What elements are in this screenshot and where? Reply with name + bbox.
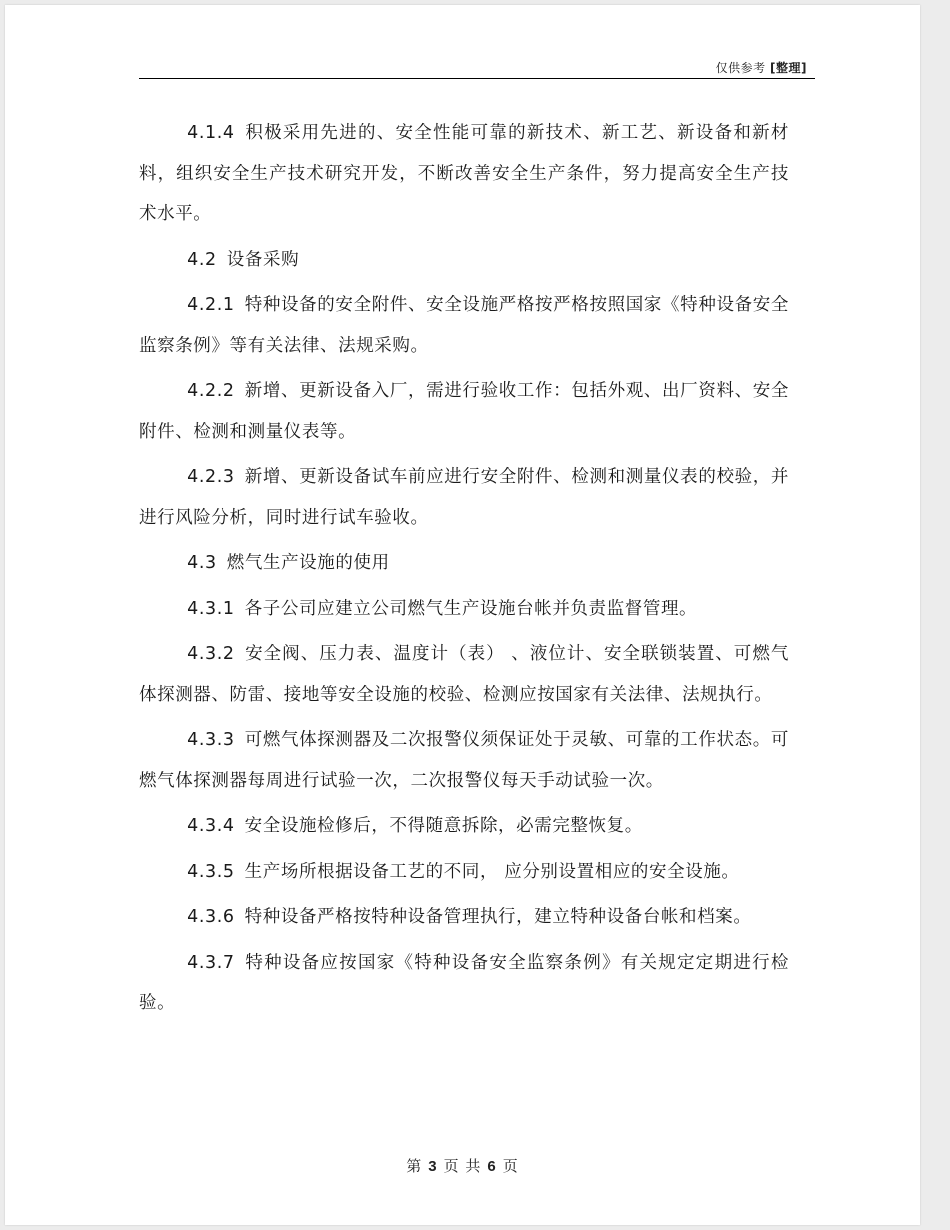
page-footer <box>5 1155 920 1176</box>
paragraph-text: 特种设备严格按特种设备管理执行，建立特种设备台帐和档案。 <box>244 907 752 927</box>
paragraph-text: 积极采用先进的、安全性能可靠的新技术、新工艺、新设备和新材料，组织安全生产技术研究开发，不断改善安全生产条件，努力提高安全生产技术水平。 <box>139 123 789 224</box>
paragraph-4-2-2 <box>139 371 789 452</box>
paragraph-4-2-1 <box>139 285 789 366</box>
paragraph-4-3-7 <box>139 943 789 1024</box>
paragraph-text: 各子公司应建立公司燃气生产设施台帐并负责监督管理。 <box>244 598 698 619</box>
section-number: 4.2.1 <box>187 295 235 315</box>
section-number: 4.3.1 <box>187 598 235 619</box>
paragraph-4-3-5 <box>139 852 789 893</box>
section-heading-text: 燃气生产设施的使用 <box>226 553 390 573</box>
paragraph-text: 安全阀、压力表、温度计（表） 、液位计、安全联锁装置、可燃气体探测器、防雷、接地等安全设施的校验、检测应按国家有关法律、法规执行。 <box>139 644 789 705</box>
current-page-number: 3 <box>428 1158 438 1175</box>
paragraph-4-2-3 <box>139 457 789 538</box>
document-body <box>139 113 789 1029</box>
section-number: 4.1.4 <box>187 123 235 143</box>
section-heading-text: 设备采购 <box>226 249 300 270</box>
section-number: 4.2.3 <box>187 467 235 487</box>
section-number: 4.3.3 <box>187 730 235 750</box>
section-number: 4.3.4 <box>187 816 235 836</box>
header-divider <box>139 78 815 79</box>
paragraph-text: 生产场所根据设备工艺的不同， 应分别设置相应的安全设施。 <box>244 861 740 882</box>
section-number: 4.2 <box>187 249 217 270</box>
page-header <box>716 59 807 76</box>
paragraph-4-1-4 <box>139 113 789 235</box>
paragraph-4-3-1 <box>139 589 789 630</box>
section-heading-4-2 <box>139 240 789 281</box>
paragraph-4-3-4 <box>139 806 789 847</box>
section-number: 4.3.2 <box>187 644 235 664</box>
footer-suffix: 页 <box>502 1157 519 1175</box>
section-number: 4.2.2 <box>187 381 235 401</box>
paragraph-4-3-3 <box>139 720 789 801</box>
paragraph-text: 安全设施检修后，不得随意拆除，必需完整恢复。 <box>244 816 643 836</box>
section-number: 4.3.6 <box>187 907 235 927</box>
section-number: 4.3.7 <box>187 952 235 973</box>
section-number: 4.3 <box>187 553 217 573</box>
paragraph-text: 可燃气体探测器及二次报警仪须保证处于灵敏、可靠的工作状态。可燃气体探测器每周进行试验一次，二次报警仪每天手动试验一次。 <box>139 730 789 791</box>
paragraph-text: 特种设备的安全附件、安全设施严格按严格按照国家《特种设备安全监察条例》等有关法律、法规采购。 <box>139 295 789 356</box>
footer-prefix: 第 <box>406 1157 423 1175</box>
paragraph-4-3-6 <box>139 897 789 938</box>
header-bracket-label: [整理] <box>770 61 807 75</box>
document-page <box>5 5 920 1225</box>
section-number: 4.3.5 <box>187 861 235 882</box>
header-label: 仅供参考 <box>715 61 766 75</box>
total-pages-number: 6 <box>487 1158 497 1175</box>
footer-middle: 页 共 <box>443 1157 482 1175</box>
section-heading-4-3 <box>139 543 789 584</box>
paragraph-text: 特种设备应按国家《特种设备安全监察条例》有关规定定期进行检验。 <box>139 952 789 1013</box>
paragraph-text: 新增、更新设备试车前应进行安全附件、检测和测量仪表的校验，并进行风险分析，同时进行试车验收。 <box>139 467 789 528</box>
paragraph-4-3-2 <box>139 634 789 715</box>
paragraph-text: 新增、更新设备入厂，需进行验收工作：包括外观、出厂资料、安全附件、检测和测量仪表等。 <box>139 381 789 442</box>
